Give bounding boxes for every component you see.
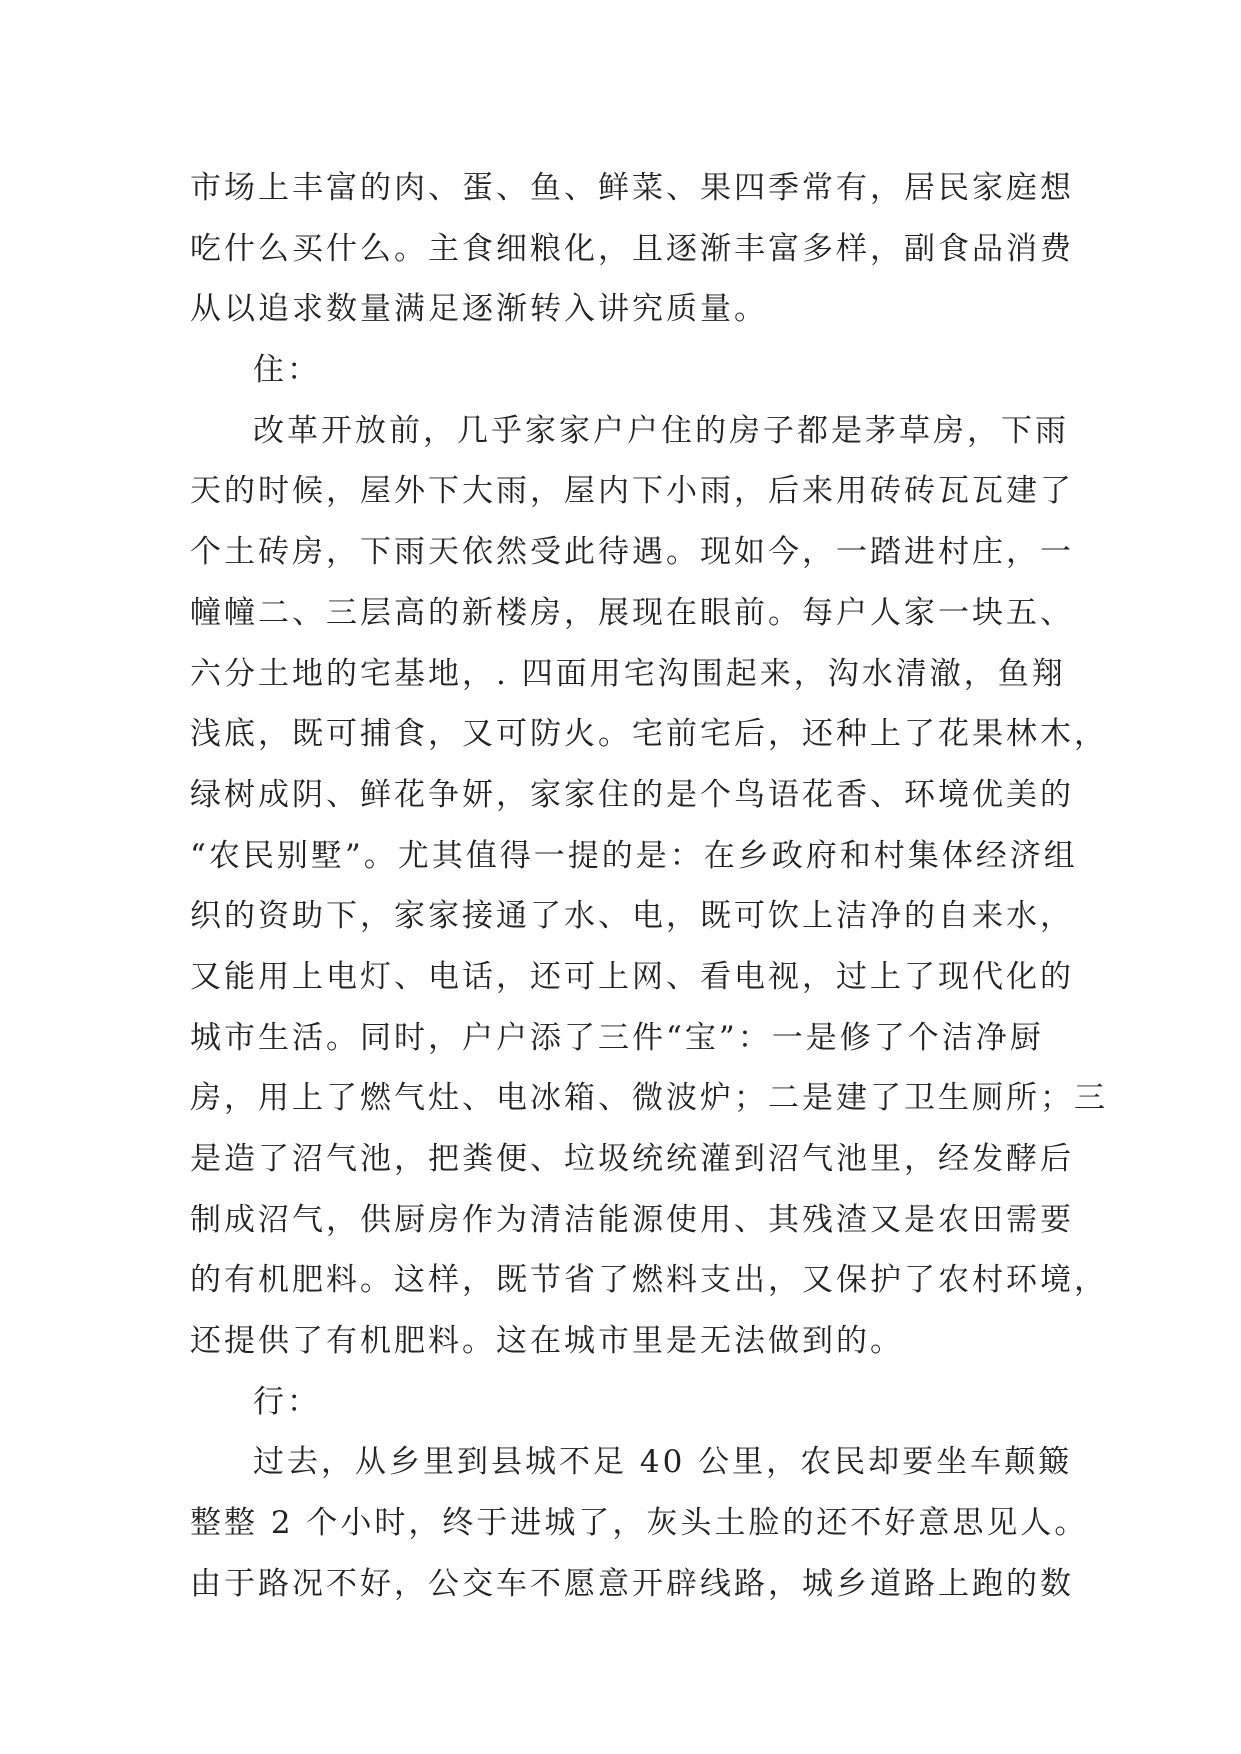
text-line: 个土砖房，下雨天依然受此待遇。现如今，一踏进村庄，一	[190, 534, 1074, 571]
text-line: 住：	[253, 352, 321, 389]
text-line: 还提供了有机肥料。这在城市里是无法做到的。	[190, 1323, 904, 1360]
text-line: 又能用上电灯、电话，还可上网、看电视，过上了现代化的	[190, 958, 1074, 995]
text-line: 六分土地的宅基地，. 四面用宅沟围起来，沟水清澈，鱼翔	[190, 655, 1066, 692]
text-line: 浅底，既可捕食，又可防火。宅前宅后，还种上了花果林木，	[190, 716, 1108, 753]
text-line: 过去，从乡里到县城不足 40 公里，农民却要坐车颠簸	[253, 1444, 1073, 1481]
text-line: 绿树成阴、鲜花争妍，家家住的是个鸟语花香、环境优美的	[190, 776, 1074, 813]
text-line: 天的时候，屋外下大雨，屋内下小雨，后来用砖砖瓦瓦建了	[190, 473, 1074, 510]
text-line: 是造了沼气池，把粪便、垃圾统统灌到沼气池里，经发酵后	[190, 1141, 1074, 1177]
text-line: 制成沼气，供厨房作为清洁能源使用、其残渣又是农田需要	[190, 1201, 1074, 1238]
text-line: 的有机肥料。这样，既节省了燃料支出，又保护了农村环境，	[190, 1262, 1108, 1299]
text-line: 行：	[253, 1383, 321, 1420]
text-line: 市场上丰富的肉、蛋、鱼、鲜菜、果四季常有，居民家庭想	[190, 170, 1074, 206]
text-line: 幢幢二、三层高的新楼房，展现在眼前。每户人家一块五、	[190, 594, 1074, 631]
body-text	[190, 158, 1108, 1615]
text-line: 由于路况不好，公交车不愿意开辟线路，城乡道路上跑的数	[190, 1565, 1074, 1602]
text-line: 城市生活。同时，户户添了三件“宝”：一是修了个洁净厨	[190, 1019, 1044, 1056]
text-line: 整整 2 个小时，终于进城了，灰头土脸的还不好意思见人。	[190, 1505, 1089, 1542]
text-line: 织的资助下，家家接通了水、电，既可饮上洁净的自来水，	[190, 898, 1074, 935]
text-line: “农民别墅”。尤其值得一提的是：在乡政府和村集体经济组	[190, 837, 1078, 874]
text-line: 改革开放前，几乎家家户户住的房子都是茅草房，下雨	[253, 412, 1069, 449]
text-line: 房，用上了燃气灶、电冰箱、微波炉；二是建了卫生厕所；三	[190, 1080, 1108, 1117]
text-line: 吃什么买什么。主食细粮化，且逐渐丰富多样，副食品消费	[190, 230, 1074, 267]
text-line: 从以追求数量满足逐渐转入讲究质量。	[190, 291, 768, 328]
